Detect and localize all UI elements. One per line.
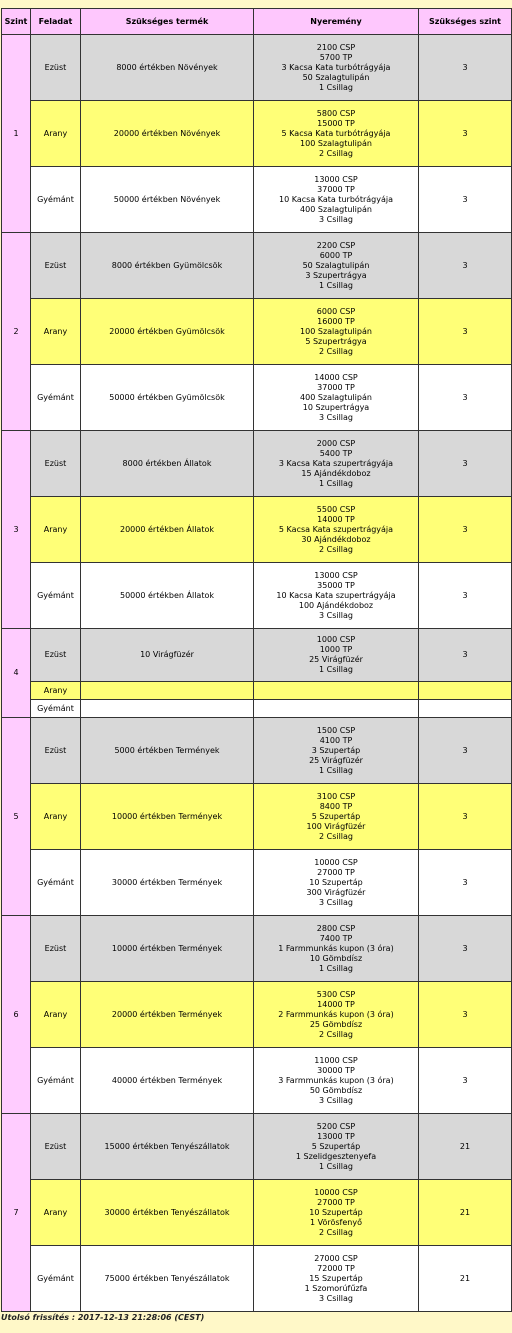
reward-line: 6000 CSP — [316, 306, 356, 316]
reward-line: 15000 TP — [317, 118, 355, 128]
reward-line: 1 Szelidgesztenyefa — [295, 1151, 377, 1161]
reward-cell — [254, 431, 419, 497]
reward-line: 35000 TP — [317, 580, 355, 590]
product-cell: 20000 értékben Gyümölcsök — [81, 299, 254, 365]
reward-line: 15 Szupertáp — [309, 1273, 363, 1283]
reward-line: 6000 TP — [319, 250, 353, 260]
reward-cell — [254, 299, 419, 365]
header-task: Feladat — [31, 9, 81, 35]
reward-line: 3 Szupertáp — [311, 745, 361, 755]
reward-cell — [254, 916, 419, 982]
reward-cell — [254, 497, 419, 563]
reward-line: 11000 CSP — [314, 1055, 358, 1065]
task-cell: Arany — [31, 497, 81, 563]
reward-line: 3 Szupertrágya — [305, 270, 367, 280]
task-cell: Gyémánt — [31, 1048, 81, 1114]
reward-cell — [254, 982, 419, 1048]
reward-line: 10000 CSP — [314, 1187, 358, 1197]
product-cell — [81, 682, 254, 700]
reward-line: 27000 TP — [317, 867, 355, 877]
reward-line: 10 Szupertáp — [309, 1207, 363, 1217]
level-cell: 6 — [2, 916, 31, 1114]
reward-line: 2 Farmmunkás kupon (3 óra) — [278, 1009, 394, 1019]
reward-line: 27000 CSP — [314, 1253, 358, 1263]
task-cell: Arany — [31, 784, 81, 850]
rewards-table — [1, 8, 512, 1312]
reward-line: 7400 TP — [319, 933, 353, 943]
product-cell: 20000 értékben Termények — [81, 982, 254, 1048]
table-row — [2, 700, 512, 718]
reward-line: 300 Virágfüzér — [306, 887, 366, 897]
table-body — [2, 35, 512, 1312]
table-row — [2, 982, 512, 1048]
product-cell: 30000 értékben Tenyészállatok — [81, 1180, 254, 1246]
reward-line: 2 Csillag — [318, 148, 354, 158]
product-cell — [81, 700, 254, 718]
reward-line: 5400 TP — [319, 448, 353, 458]
required-level-cell: 3 — [419, 299, 512, 365]
reward-cell — [254, 1048, 419, 1114]
reward-line: 5 Kacsa Kata szupertrágyája — [278, 524, 394, 534]
reward-line: 2000 CSP — [316, 438, 356, 448]
required-level-cell: 3 — [419, 982, 512, 1048]
reward-line: 30 Ajándékdoboz — [301, 534, 371, 544]
required-level-cell: 3 — [419, 431, 512, 497]
reward-line: 3100 CSP — [316, 791, 356, 801]
table-row — [2, 784, 512, 850]
required-level-cell: 3 — [419, 629, 512, 682]
required-level-cell: 3 — [419, 35, 512, 101]
product-cell: 8000 értékben Gyümölcsök — [81, 233, 254, 299]
reward-line: 10000 CSP — [314, 857, 358, 867]
table-row — [2, 167, 512, 233]
required-level-cell: 3 — [419, 1048, 512, 1114]
reward-cell — [254, 167, 419, 233]
reward-line: 14000 CSP — [314, 372, 358, 382]
table-row — [2, 563, 512, 629]
reward-line: 14000 TP — [317, 514, 355, 524]
required-level-cell: 3 — [419, 101, 512, 167]
required-level-cell: 21 — [419, 1114, 512, 1180]
reward-line: 400 Szalagtulipán — [300, 204, 372, 214]
reward-line: 4100 TP — [319, 735, 353, 745]
required-level-cell: 3 — [419, 365, 512, 431]
reward-line: 3 Farmmunkás kupon (3 óra) — [278, 1075, 394, 1085]
product-cell: 20000 értékben Állatok — [81, 497, 254, 563]
task-cell: Gyémánt — [31, 700, 81, 718]
reward-line: 1000 CSP — [316, 635, 356, 644]
reward-line: 3 Csillag — [318, 412, 354, 422]
level-cell: 1 — [2, 35, 31, 233]
reward-line: 10 Gömbdísz — [309, 953, 363, 963]
reward-line: 2100 CSP — [316, 42, 356, 52]
required-level-cell — [419, 682, 512, 700]
reward-cell — [254, 563, 419, 629]
reward-line: 2800 CSP — [316, 923, 356, 933]
table-row — [2, 1180, 512, 1246]
task-cell: Gyémánt — [31, 167, 81, 233]
table-row — [2, 1114, 512, 1180]
product-cell: 50000 értékben Gyümölcsök — [81, 365, 254, 431]
reward-cell — [254, 784, 419, 850]
reward-line: 2 Csillag — [318, 346, 354, 356]
header-reward: Nyeremény — [254, 9, 419, 35]
reward-cell — [254, 1246, 419, 1312]
reward-line: 400 Szalagtulipán — [300, 392, 372, 402]
product-cell: 10 Virágfüzér — [81, 629, 254, 682]
required-level-cell: 3 — [419, 784, 512, 850]
task-cell: Ezüst — [31, 916, 81, 982]
product-cell: 75000 értékben Tenyészállatok — [81, 1246, 254, 1312]
task-cell: Ezüst — [31, 718, 81, 784]
reward-cell — [254, 718, 419, 784]
reward-line: 30000 TP — [317, 1065, 355, 1075]
table-row — [2, 682, 512, 700]
reward-line: 5500 CSP — [316, 504, 356, 514]
reward-line: 1000 TP — [319, 645, 353, 654]
reward-line: 10 Kacsa Kata turbótrágyája — [279, 194, 393, 204]
reward-line: 50 Szalagtulipán — [302, 72, 370, 82]
reward-line: 5300 CSP — [316, 989, 356, 999]
reward-line: 10 Szupertáp — [309, 877, 363, 887]
reward-line: 1500 CSP — [316, 725, 356, 735]
product-cell: 10000 értékben Termények — [81, 916, 254, 982]
reward-line: 5 Szupertáp — [311, 811, 361, 821]
required-level-cell: 3 — [419, 233, 512, 299]
reward-line: 8400 TP — [319, 801, 353, 811]
level-cell: 4 — [2, 629, 31, 718]
reward-line: 5 Kacsa Kata turbótrágyája — [281, 128, 391, 138]
task-cell: Ezüst — [31, 629, 81, 682]
task-cell: Ezüst — [31, 431, 81, 497]
task-cell: Ezüst — [31, 35, 81, 101]
header-row — [2, 9, 512, 35]
reward-line: 1 Szomorúfűzfa — [304, 1283, 368, 1293]
reward-line: 2 Csillag — [318, 544, 354, 554]
required-level-cell: 3 — [419, 850, 512, 916]
header-product: Szükséges termék — [81, 9, 254, 35]
product-cell: 8000 értékben Növények — [81, 35, 254, 101]
product-cell: 15000 értékben Tenyészállatok — [81, 1114, 254, 1180]
reward-line: 5 Szupertáp — [311, 1141, 361, 1151]
reward-line: 13000 TP — [317, 1131, 355, 1141]
reward-line: 1 Csillag — [318, 665, 354, 674]
reward-line: 25 Virágfüzér — [309, 755, 363, 765]
table-row — [2, 916, 512, 982]
product-cell: 5000 értékben Termények — [81, 718, 254, 784]
table-row — [2, 233, 512, 299]
reward-line: 100 Szalagtulipán — [300, 138, 372, 148]
level-cell: 2 — [2, 233, 31, 431]
reward-line: 2 Csillag — [318, 1227, 354, 1237]
reward-cell — [254, 700, 419, 718]
reward-line: 15 Ajándékdoboz — [301, 468, 371, 478]
reward-line: 50 Szalagtulipán — [302, 260, 370, 270]
table-row — [2, 101, 512, 167]
table-row — [2, 629, 512, 682]
header-required-level: Szükséges szint — [419, 9, 512, 35]
reward-line: 27000 TP — [317, 1197, 355, 1207]
task-cell: Ezüst — [31, 1114, 81, 1180]
reward-line: 2200 CSP — [316, 240, 356, 250]
reward-line: 2 Csillag — [318, 1029, 354, 1039]
required-level-cell — [419, 700, 512, 718]
table-row — [2, 718, 512, 784]
reward-line: 72000 TP — [317, 1263, 355, 1273]
table-row — [2, 850, 512, 916]
required-level-cell: 3 — [419, 497, 512, 563]
product-cell: 20000 értékben Növények — [81, 101, 254, 167]
reward-line: 10 Szupertrágya — [302, 402, 370, 412]
table-row — [2, 497, 512, 563]
required-level-cell: 3 — [419, 916, 512, 982]
reward-line: 1 Csillag — [318, 963, 354, 973]
reward-line: 100 Szalagtulipán — [300, 326, 372, 336]
reward-line: 2 Csillag — [318, 831, 354, 841]
reward-line: 3 Csillag — [318, 1293, 354, 1303]
required-level-cell: 21 — [419, 1246, 512, 1312]
reward-line: 50 Gömbdísz — [309, 1085, 363, 1095]
reward-cell — [254, 1180, 419, 1246]
reward-line: 14000 TP — [317, 999, 355, 1009]
task-cell: Ezüst — [31, 233, 81, 299]
reward-line: 1 Csillag — [318, 280, 354, 290]
product-cell: 50000 értékben Növények — [81, 167, 254, 233]
reward-line: 3 Csillag — [318, 214, 354, 224]
level-cell: 3 — [2, 431, 31, 629]
reward-line: 13000 CSP — [314, 570, 358, 580]
product-cell: 40000 értékben Termények — [81, 1048, 254, 1114]
reward-line: 1 Csillag — [318, 478, 354, 488]
reward-cell — [254, 682, 419, 700]
required-level-cell: 3 — [419, 563, 512, 629]
task-cell: Gyémánt — [31, 365, 81, 431]
required-level-cell: 3 — [419, 167, 512, 233]
reward-line: 5800 CSP — [316, 108, 356, 118]
reward-line: 1 Csillag — [318, 765, 354, 775]
reward-cell — [254, 850, 419, 916]
reward-line: 25 Gömbdísz — [309, 1019, 363, 1029]
reward-line: 3 Kacsa Kata szupertrágyája — [278, 458, 394, 468]
task-cell: Arany — [31, 982, 81, 1048]
required-level-cell: 21 — [419, 1180, 512, 1246]
table-row — [2, 1048, 512, 1114]
reward-line: 1 Farmmunkás kupon (3 óra) — [278, 943, 394, 953]
table-row — [2, 365, 512, 431]
task-cell: Gyémánt — [31, 563, 81, 629]
reward-line: 3 Csillag — [318, 610, 354, 620]
level-cell: 7 — [2, 1114, 31, 1312]
reward-line: 25 Virágfüzér — [309, 655, 363, 664]
reward-cell — [254, 101, 419, 167]
reward-line: 1 Vörösfenyő — [310, 1217, 362, 1227]
reward-line: 37000 TP — [317, 184, 355, 194]
reward-cell — [254, 35, 419, 101]
task-cell: Arany — [31, 682, 81, 700]
task-cell: Arany — [31, 101, 81, 167]
task-cell: Gyémánt — [31, 1246, 81, 1312]
reward-line: 5 Szupertrágya — [305, 336, 367, 346]
reward-line: 3 Kacsa Kata turbótrágyája — [281, 62, 391, 72]
level-cell: 5 — [2, 718, 31, 916]
reward-cell — [254, 365, 419, 431]
reward-line: 100 Virágfüzér — [306, 821, 366, 831]
required-level-cell: 3 — [419, 718, 512, 784]
reward-line: 100 Ajándékdoboz — [298, 600, 374, 610]
reward-line: 1 Csillag — [318, 82, 354, 92]
product-cell: 8000 értékben Állatok — [81, 431, 254, 497]
reward-cell — [254, 629, 419, 682]
table-row — [2, 35, 512, 101]
reward-line: 16000 TP — [317, 316, 355, 326]
reward-line: 5200 CSP — [316, 1121, 356, 1131]
reward-cell — [254, 1114, 419, 1180]
reward-line: 10 Kacsa Kata szupertrágyája — [276, 590, 396, 600]
reward-line: 37000 TP — [317, 382, 355, 392]
reward-line: 5700 TP — [319, 52, 353, 62]
task-cell: Arany — [31, 299, 81, 365]
header-level: Szint — [2, 9, 31, 35]
task-cell: Arany — [31, 1180, 81, 1246]
product-cell: 30000 értékben Termények — [81, 850, 254, 916]
reward-line: 3 Csillag — [318, 897, 354, 907]
task-cell: Gyémánt — [31, 850, 81, 916]
reward-cell — [254, 233, 419, 299]
table-row — [2, 1246, 512, 1312]
reward-line: 13000 CSP — [314, 174, 358, 184]
table-row — [2, 299, 512, 365]
product-cell: 10000 értékben Termények — [81, 784, 254, 850]
product-cell: 50000 értékben Állatok — [81, 563, 254, 629]
reward-line: 1 Csillag — [318, 1161, 354, 1171]
table-row — [2, 431, 512, 497]
last-updated: Utolsó frissítés : 2017-12-13 21:28:06 (CEST) — [1, 1313, 205, 1322]
reward-line: 3 Csillag — [318, 1095, 354, 1105]
